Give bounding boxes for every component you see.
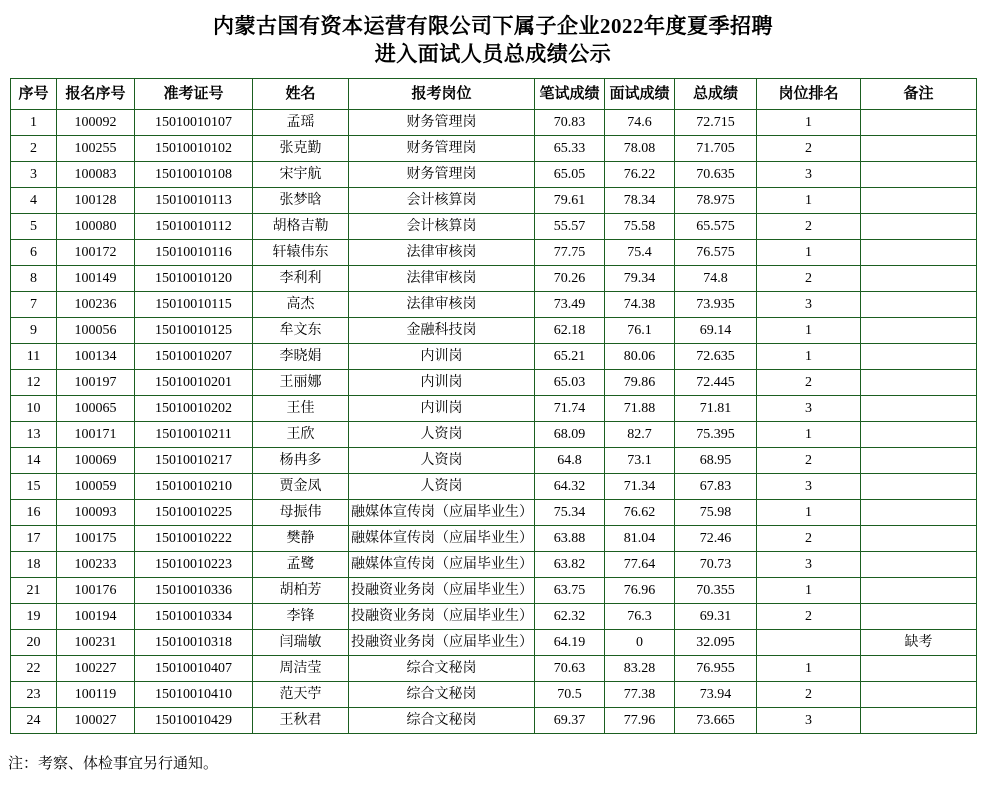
cell-application-no: 100171 [57,422,135,448]
cell-name: 牟文东 [253,318,349,344]
cell-total-score: 73.665 [675,708,757,734]
cell-position: 融媒体宣传岗（应届毕业生） [349,500,535,526]
cell-position: 法律审核岗 [349,240,535,266]
cell-index: 5 [11,214,57,240]
cell-total-score: 70.73 [675,552,757,578]
cell-name: 贾金凤 [253,474,349,500]
cell-position: 内训岗 [349,396,535,422]
results-table-container [0,78,986,734]
header-name: 姓名 [253,79,349,110]
table-row [11,552,977,578]
cell-interview-score: 77.64 [605,552,675,578]
cell-application-no: 100128 [57,188,135,214]
cell-interview-score: 77.38 [605,682,675,708]
table-row [11,266,977,292]
cell-position: 财务管理岗 [349,136,535,162]
cell-position: 投融资业务岗（应届毕业生） [349,630,535,656]
table-row [11,344,977,370]
cell-index: 23 [11,682,57,708]
cell-written-score: 70.63 [535,656,605,682]
cell-name: 周洁莹 [253,656,349,682]
cell-application-no: 100065 [57,396,135,422]
cell-written-score: 65.21 [535,344,605,370]
cell-interview-score: 75.58 [605,214,675,240]
cell-interview-score: 80.06 [605,344,675,370]
cell-remarks [861,552,977,578]
cell-name: 王秋君 [253,708,349,734]
header-application-no: 报名序号 [57,79,135,110]
cell-remarks: 缺考 [861,630,977,656]
cell-position-rank: 2 [757,266,861,292]
cell-index: 19 [11,604,57,630]
table-row [11,188,977,214]
cell-interview-score: 74.6 [605,110,675,136]
header-total-score: 总成绩 [675,79,757,110]
table-header [11,79,977,110]
cell-index: 2 [11,136,57,162]
header-position: 报考岗位 [349,79,535,110]
table-row [11,292,977,318]
cell-application-no: 100194 [57,604,135,630]
cell-name: 孟鹭 [253,552,349,578]
cell-position-rank: 2 [757,136,861,162]
cell-total-score: 70.355 [675,578,757,604]
cell-remarks [861,162,977,188]
cell-admission-ticket: 15010010211 [135,422,253,448]
cell-index: 22 [11,656,57,682]
cell-interview-score: 78.34 [605,188,675,214]
cell-interview-score: 71.34 [605,474,675,500]
table-row [11,526,977,552]
cell-application-no: 100134 [57,344,135,370]
cell-admission-ticket: 15010010407 [135,656,253,682]
cell-position-rank: 2 [757,682,861,708]
cell-remarks [861,318,977,344]
cell-written-score: 79.61 [535,188,605,214]
cell-position-rank: 3 [757,708,861,734]
cell-interview-score: 76.3 [605,604,675,630]
cell-written-score: 75.34 [535,500,605,526]
cell-admission-ticket: 15010010102 [135,136,253,162]
cell-position-rank: 1 [757,188,861,214]
cell-position: 综合文秘岗 [349,656,535,682]
cell-position-rank: 1 [757,110,861,136]
cell-remarks [861,266,977,292]
cell-written-score: 68.09 [535,422,605,448]
cell-written-score: 63.88 [535,526,605,552]
cell-interview-score: 75.4 [605,240,675,266]
cell-position-rank: 1 [757,422,861,448]
cell-remarks [861,422,977,448]
cell-application-no: 100197 [57,370,135,396]
cell-position-rank: 1 [757,240,861,266]
cell-admission-ticket: 15010010210 [135,474,253,500]
cell-remarks [861,292,977,318]
cell-position: 投融资业务岗（应届毕业生） [349,604,535,630]
cell-written-score: 64.32 [535,474,605,500]
cell-position: 人资岗 [349,422,535,448]
cell-total-score: 69.31 [675,604,757,630]
cell-total-score: 78.975 [675,188,757,214]
table-row [11,500,977,526]
cell-total-score: 73.94 [675,682,757,708]
cell-admission-ticket: 15010010120 [135,266,253,292]
cell-admission-ticket: 15010010429 [135,708,253,734]
cell-written-score: 63.82 [535,552,605,578]
cell-name: 张克勤 [253,136,349,162]
table-row [11,578,977,604]
cell-written-score: 62.18 [535,318,605,344]
cell-name: 闫瑞敏 [253,630,349,656]
cell-written-score: 65.05 [535,162,605,188]
header-interview-score: 面试成绩 [605,79,675,110]
cell-total-score: 71.81 [675,396,757,422]
cell-position-rank: 3 [757,292,861,318]
cell-application-no: 100056 [57,318,135,344]
cell-interview-score: 73.1 [605,448,675,474]
cell-remarks [861,110,977,136]
cell-name: 孟瑶 [253,110,349,136]
cell-admission-ticket: 15010010318 [135,630,253,656]
cell-index: 14 [11,448,57,474]
cell-position: 内训岗 [349,370,535,396]
cell-index: 17 [11,526,57,552]
cell-interview-score: 76.1 [605,318,675,344]
cell-interview-score: 79.86 [605,370,675,396]
cell-position-rank: 3 [757,474,861,500]
cell-position: 财务管理岗 [349,110,535,136]
table-row [11,604,977,630]
cell-index: 13 [11,422,57,448]
cell-total-score: 76.575 [675,240,757,266]
cell-admission-ticket: 15010010222 [135,526,253,552]
cell-position: 财务管理岗 [349,162,535,188]
cell-remarks [861,188,977,214]
cell-written-score: 64.19 [535,630,605,656]
cell-admission-ticket: 15010010217 [135,448,253,474]
cell-written-score: 63.75 [535,578,605,604]
cell-written-score: 70.26 [535,266,605,292]
cell-index: 7 [11,292,57,318]
document-title [0,0,986,68]
cell-admission-ticket: 15010010112 [135,214,253,240]
results-table [10,78,977,734]
cell-index: 1 [11,110,57,136]
table-row [11,318,977,344]
cell-total-score: 75.98 [675,500,757,526]
cell-written-score: 65.03 [535,370,605,396]
cell-application-no: 100255 [57,136,135,162]
cell-total-score: 72.635 [675,344,757,370]
cell-written-score: 71.74 [535,396,605,422]
cell-application-no: 100227 [57,656,135,682]
cell-interview-score: 71.88 [605,396,675,422]
cell-name: 轩辕伟东 [253,240,349,266]
cell-name: 王丽娜 [253,370,349,396]
cell-interview-score: 74.38 [605,292,675,318]
cell-total-score: 71.705 [675,136,757,162]
cell-index: 8 [11,266,57,292]
cell-application-no: 100236 [57,292,135,318]
cell-position: 投融资业务岗（应届毕业生） [349,578,535,604]
table-row [11,656,977,682]
cell-admission-ticket: 15010010113 [135,188,253,214]
cell-index: 24 [11,708,57,734]
cell-position: 综合文秘岗 [349,708,535,734]
table-row [11,630,977,656]
table-row [11,422,977,448]
cell-application-no: 100093 [57,500,135,526]
cell-admission-ticket: 15010010225 [135,500,253,526]
cell-name: 王欣 [253,422,349,448]
cell-interview-score: 79.34 [605,266,675,292]
cell-application-no: 100092 [57,110,135,136]
cell-position: 内训岗 [349,344,535,370]
cell-position-rank: 2 [757,526,861,552]
cell-position-rank: 1 [757,318,861,344]
table-row [11,110,977,136]
cell-remarks [861,214,977,240]
cell-remarks [861,448,977,474]
cell-total-score: 72.46 [675,526,757,552]
cell-interview-score: 76.22 [605,162,675,188]
cell-admission-ticket: 15010010116 [135,240,253,266]
cell-remarks [861,344,977,370]
cell-remarks [861,656,977,682]
header-position-rank: 岗位排名 [757,79,861,110]
cell-position: 综合文秘岗 [349,682,535,708]
cell-application-no: 100119 [57,682,135,708]
cell-position-rank: 2 [757,370,861,396]
cell-total-score: 74.8 [675,266,757,292]
cell-interview-score: 83.28 [605,656,675,682]
title-line-1: 内蒙古国有资本运营有限公司下属子企业2022年度夏季招聘 [213,14,773,38]
cell-name: 范天苧 [253,682,349,708]
cell-application-no: 100069 [57,448,135,474]
cell-name: 王佳 [253,396,349,422]
cell-index: 15 [11,474,57,500]
table-row [11,682,977,708]
cell-written-score: 65.33 [535,136,605,162]
cell-position-rank: 1 [757,500,861,526]
cell-index: 10 [11,396,57,422]
cell-position-rank: 3 [757,396,861,422]
cell-remarks [861,240,977,266]
cell-application-no: 100233 [57,552,135,578]
table-row [11,396,977,422]
cell-index: 9 [11,318,57,344]
cell-index: 6 [11,240,57,266]
cell-application-no: 100231 [57,630,135,656]
header-index: 序号 [11,79,57,110]
cell-position: 法律审核岗 [349,266,535,292]
cell-admission-ticket: 15010010107 [135,110,253,136]
cell-name: 胡柏芳 [253,578,349,604]
cell-written-score: 77.75 [535,240,605,266]
cell-name: 张梦晗 [253,188,349,214]
cell-interview-score: 78.08 [605,136,675,162]
table-body [11,110,977,734]
table-row [11,162,977,188]
cell-position: 会计核算岗 [349,188,535,214]
cell-position-rank [757,630,861,656]
header-written-score: 笔试成绩 [535,79,605,110]
cell-interview-score: 77.96 [605,708,675,734]
cell-admission-ticket: 15010010334 [135,604,253,630]
cell-interview-score: 76.62 [605,500,675,526]
cell-total-score: 73.935 [675,292,757,318]
table-header-row [11,79,977,110]
cell-total-score: 68.95 [675,448,757,474]
footer-note: 注：考察、体检事宜另行通知。 [8,756,219,772]
header-remarks: 备注 [861,79,977,110]
cell-total-score: 69.14 [675,318,757,344]
table-row [11,370,977,396]
table-row [11,240,977,266]
cell-index: 4 [11,188,57,214]
cell-application-no: 100027 [57,708,135,734]
table-row [11,448,977,474]
cell-interview-score: 82.7 [605,422,675,448]
cell-remarks [861,604,977,630]
cell-position-rank: 3 [757,162,861,188]
cell-admission-ticket: 15010010223 [135,552,253,578]
cell-remarks [861,500,977,526]
cell-admission-ticket: 15010010125 [135,318,253,344]
cell-admission-ticket: 15010010115 [135,292,253,318]
cell-index: 11 [11,344,57,370]
cell-name: 樊静 [253,526,349,552]
cell-interview-score: 0 [605,630,675,656]
cell-interview-score: 81.04 [605,526,675,552]
cell-total-score: 67.83 [675,474,757,500]
cell-index: 20 [11,630,57,656]
header-admission-ticket: 准考证号 [135,79,253,110]
cell-remarks [861,578,977,604]
cell-position-rank: 2 [757,604,861,630]
cell-name: 杨冉多 [253,448,349,474]
cell-name: 胡格吉勒 [253,214,349,240]
cell-application-no: 100149 [57,266,135,292]
cell-total-score: 72.445 [675,370,757,396]
cell-total-score: 65.575 [675,214,757,240]
cell-name: 母振伟 [253,500,349,526]
cell-position: 法律审核岗 [349,292,535,318]
cell-position: 人资岗 [349,474,535,500]
cell-admission-ticket: 15010010202 [135,396,253,422]
cell-position: 金融科技岗 [349,318,535,344]
table-row [11,214,977,240]
cell-interview-score: 76.96 [605,578,675,604]
cell-name: 高杰 [253,292,349,318]
cell-total-score: 75.395 [675,422,757,448]
cell-remarks [861,370,977,396]
cell-admission-ticket: 15010010207 [135,344,253,370]
cell-admission-ticket: 15010010410 [135,682,253,708]
cell-application-no: 100083 [57,162,135,188]
cell-written-score: 64.8 [535,448,605,474]
cell-position-rank: 1 [757,578,861,604]
cell-remarks [861,682,977,708]
cell-index: 12 [11,370,57,396]
cell-index: 18 [11,552,57,578]
cell-application-no: 100176 [57,578,135,604]
cell-written-score: 73.49 [535,292,605,318]
cell-written-score: 69.37 [535,708,605,734]
cell-name: 李锋 [253,604,349,630]
cell-index: 16 [11,500,57,526]
cell-application-no: 100172 [57,240,135,266]
cell-application-no: 100059 [57,474,135,500]
cell-total-score: 72.715 [675,110,757,136]
cell-position: 会计核算岗 [349,214,535,240]
cell-name: 李利利 [253,266,349,292]
cell-name: 李晓娟 [253,344,349,370]
table-row [11,474,977,500]
cell-position: 融媒体宣传岗（应届毕业生） [349,552,535,578]
cell-written-score: 55.57 [535,214,605,240]
cell-position-rank: 1 [757,656,861,682]
cell-admission-ticket: 15010010108 [135,162,253,188]
table-row [11,136,977,162]
cell-application-no: 100175 [57,526,135,552]
cell-written-score: 70.83 [535,110,605,136]
cell-written-score: 70.5 [535,682,605,708]
cell-position-rank: 2 [757,214,861,240]
cell-total-score: 70.635 [675,162,757,188]
cell-index: 21 [11,578,57,604]
cell-written-score: 62.32 [535,604,605,630]
cell-application-no: 100080 [57,214,135,240]
cell-remarks [861,396,977,422]
table-row [11,708,977,734]
cell-position: 人资岗 [349,448,535,474]
cell-name: 宋宇航 [253,162,349,188]
cell-position-rank: 2 [757,448,861,474]
cell-remarks [861,708,977,734]
cell-total-score: 76.955 [675,656,757,682]
cell-remarks [861,474,977,500]
cell-position-rank: 3 [757,552,861,578]
cell-admission-ticket: 15010010336 [135,578,253,604]
cell-position: 融媒体宣传岗（应届毕业生） [349,526,535,552]
cell-admission-ticket: 15010010201 [135,370,253,396]
cell-remarks [861,526,977,552]
title-line-2: 进入面试人员总成绩公示 [374,42,612,66]
cell-remarks [861,136,977,162]
cell-position-rank: 1 [757,344,861,370]
cell-index: 3 [11,162,57,188]
cell-total-score: 32.095 [675,630,757,656]
